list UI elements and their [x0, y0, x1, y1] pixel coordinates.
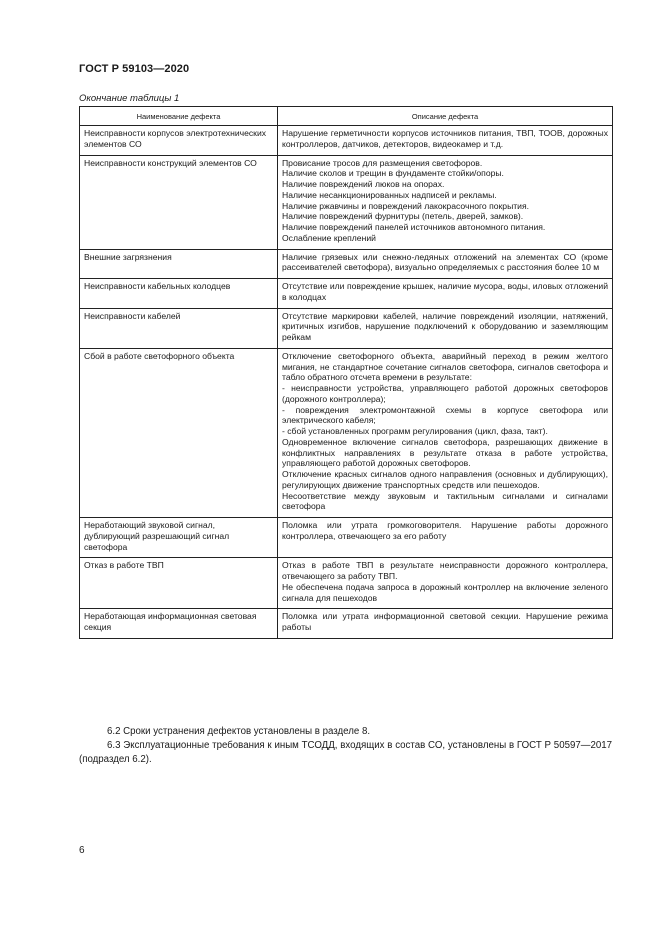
defect-name-cell: Неисправности кабельных колодцев [80, 279, 278, 309]
description-line: Не обеспечена подача запроса в дорожный контроллер на включение зеленого сигнала для пешеходов [282, 581, 608, 603]
defect-name-cell: Сбой в работе светофорного объекта [80, 348, 278, 517]
defect-description-cell [278, 558, 613, 609]
description-line: Несоответствие между звуковым и тактильным сигналами и сигналами светофора [282, 490, 608, 512]
defect-name-cell: Неисправности конструкций элементов СО [80, 155, 278, 249]
table-row [80, 249, 613, 279]
description-line: Наличие несанкционированных надписей и рекламы. [282, 189, 497, 200]
table-body [80, 126, 613, 639]
defect-description-cell [278, 249, 613, 279]
defect-description-cell [278, 518, 613, 558]
description-line: Отключение красных сигналов одного направления (основных и дублирующих), регулирующих движение транспортных средств или пешеходов. [282, 469, 608, 490]
defect-description-cell [278, 155, 613, 249]
table-row [80, 348, 613, 517]
defect-description-cell [278, 126, 613, 156]
document-id: ГОСТ Р 59103—2020 [79, 63, 190, 75]
description-line: Наличие сколов и трещин в фундаменте стойки/опоры. [282, 168, 504, 179]
defect-name-cell: Неисправности корпусов электротехнических элементов СО [80, 126, 278, 156]
description-line: Отсутствие маркировки кабелей, наличие повреждений изоляции, натяжений, критичных изгибов, нарушение подключений к оборудованию и заземляющим рейкам [282, 310, 608, 342]
defect-name-cell: Отказ в работе ТВП [80, 558, 278, 609]
table-row [80, 518, 613, 558]
description-line: Наличие грязевых или снежно-ледяных отложений на элементах СО (кроме рассеивателей светофора), визуально определяемых с расстояния более 10 м [282, 251, 608, 273]
description-line: Поломка или утрата информационной световой секции. Нарушение режима работы [282, 611, 608, 632]
description-line: Провисание тросов для размещения светофоров. [282, 157, 483, 168]
table-row [80, 279, 613, 309]
defect-description-cell [278, 308, 613, 348]
table-row [80, 609, 613, 639]
defect-name-cell: Неисправности кабелей [80, 308, 278, 348]
table-row [80, 308, 613, 348]
column-header-defect-description: Описание дефекта [278, 107, 613, 126]
table-caption: Окончание таблицы 1 [79, 93, 180, 104]
defect-name-cell: Неработающая информационная световая секция [80, 609, 278, 639]
paragraph-6-3: 6.3 Эксплуатационные требования к иным ТСОДД, входящих в состав СО, установлены в ГОСТ Р 50597—2017 (подраздел 6.2). [79, 740, 612, 765]
description-line: - повреждения электромонтажной схемы в корпусе светофора или электрического кабеля; [282, 404, 608, 426]
table-header-row [80, 107, 613, 126]
description-line: Нарушение герметичности корпусов источников питания, ТВП, ТООВ, дорожных контроллеров, датчиков, детекторов, видеокамер и т.д. [282, 128, 608, 149]
description-line: Одновременное включение сигналов светофора, разрешающих движение в конфликтных направлениях в результате отказа в работе устройства, управляющего работой дорожных светофоров. [282, 436, 608, 469]
description-line: Наличие ржавчины и повреждений лакокрасочного покрытия. [282, 200, 530, 211]
defects-table [79, 106, 613, 639]
defect-description-cell [278, 609, 613, 639]
defect-name-cell: Неработающий звуковой сигнал, дублирующий разрешающий сигнал светофора [80, 518, 278, 558]
defect-description-cell [278, 348, 613, 517]
defect-description-cell [278, 279, 613, 309]
paragraph-6-2: 6.2 Сроки устранения дефектов установлены в разделе 8. [107, 726, 371, 737]
column-header-defect-name: Наименование дефекта [80, 107, 278, 126]
description-line: Отключение светофорного объекта, аварийный переход в режим желтого мигания, не стандартное сочетание сигналов светофора, сигналов светофора и табло обратного отсчета времени в результате: [282, 350, 608, 383]
defect-name-cell: Внешние загрязнения [80, 249, 278, 279]
description-line: - неисправности устройства, управляющего работой дорожных светофоров (дорожного контроллера); [282, 383, 608, 404]
table-row [80, 558, 613, 609]
description-line: Поломка или утрата громкоговорителя. Нарушение работы дорожного контроллера, отвечающего за его работу [282, 520, 608, 541]
description-line: Наличие повреждений фурнитуры (петель, дверей, замков). [282, 211, 524, 222]
description-line: Наличие повреждений люков на опорах. [282, 179, 445, 189]
description-line: Отсутствие или повреждение крышек, наличие мусора, воды, иловых отложений в колодцах [282, 281, 608, 302]
table-row [80, 155, 613, 249]
description-line: Ослабление креплений [282, 232, 376, 243]
description-line: - сбой установленных программ регулирования (цикл, фаза, такт). [282, 426, 548, 436]
description-line: Наличие повреждений панелей источников автономного питания. [282, 222, 546, 232]
page-number: 6 [79, 845, 85, 856]
table-row [80, 126, 613, 156]
description-line: Отказ в работе ТВП в результате неисправности дорожного контроллера, отвечающего за работу ТВП. [282, 560, 608, 581]
